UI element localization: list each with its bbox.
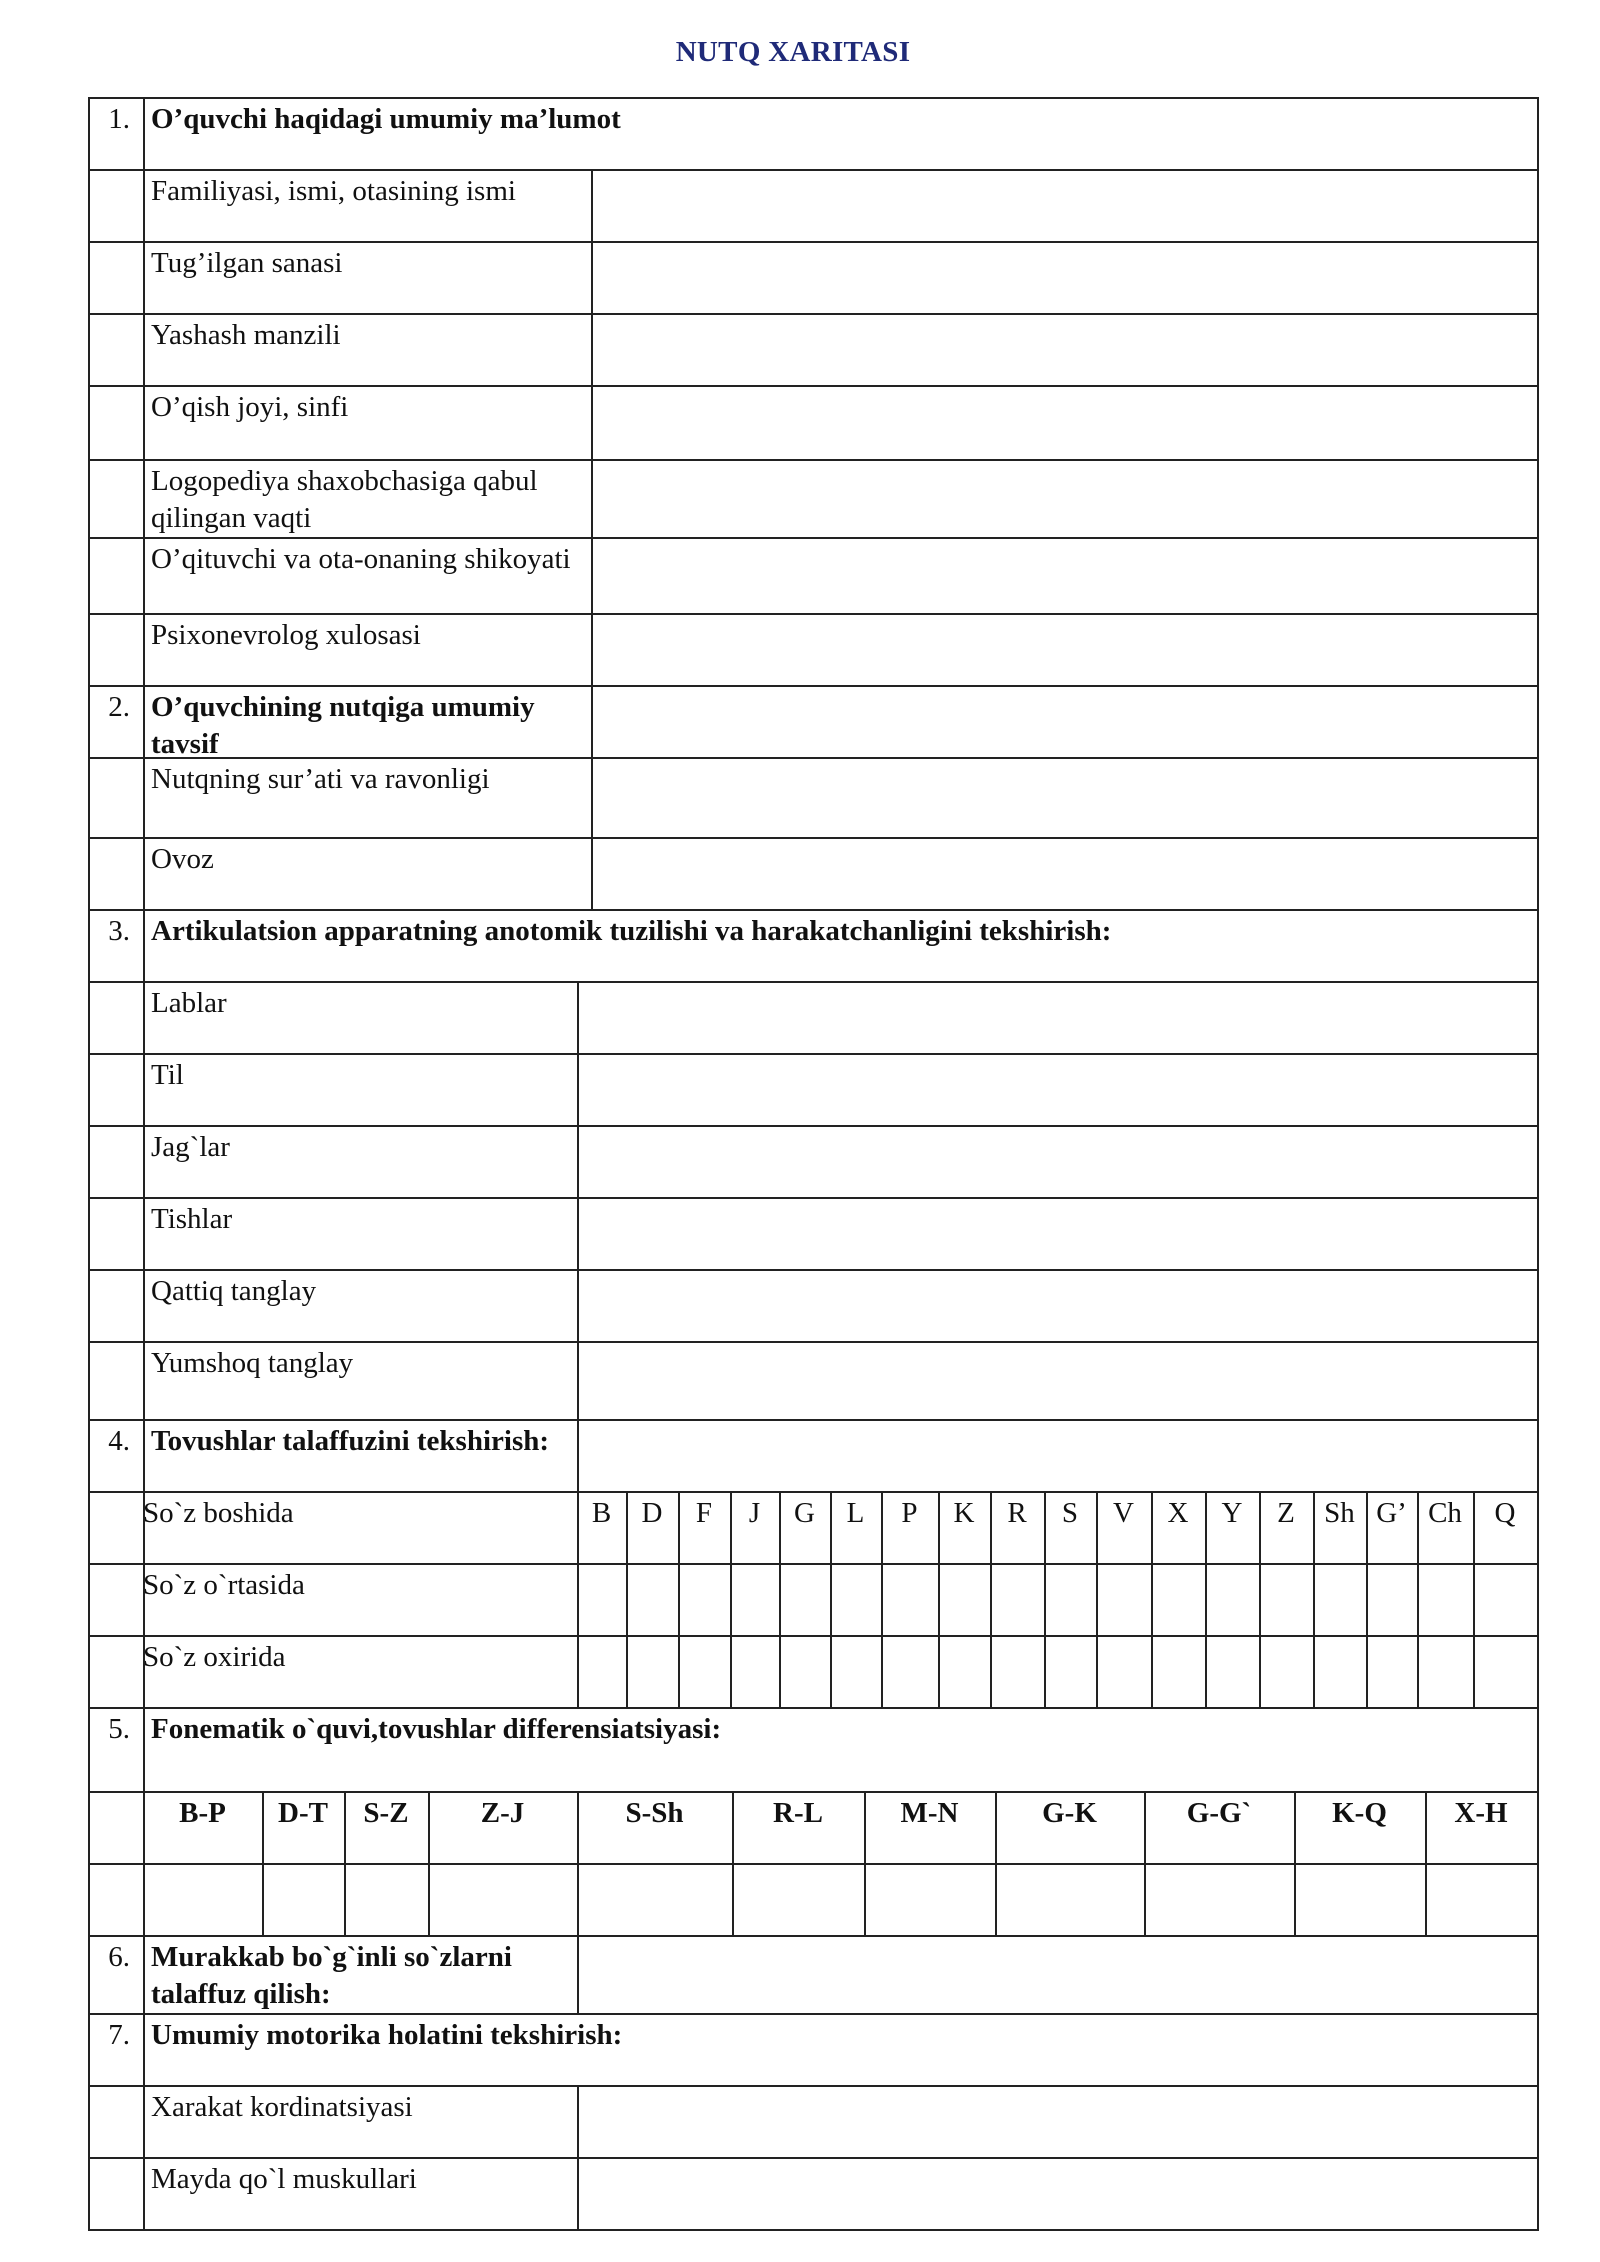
differentiation-header: S-Z: [363, 1797, 409, 1829]
field-label: Mayda qo`l muskullari: [151, 2163, 417, 2195]
differentiation-header: R-L: [773, 1797, 823, 1829]
field-label: Psixonevrolog xulosasi: [151, 619, 421, 651]
sound-header: G’: [1376, 1497, 1407, 1529]
field-label: Tug’ilgan sanasi: [151, 247, 343, 279]
sound-header: K: [953, 1497, 975, 1529]
field-label: Familiyasi, ismi, otasining ismi: [151, 175, 516, 207]
table-rule: [88, 2157, 1539, 2159]
table-rule: [1537, 1791, 1539, 1937]
section-number: 2.: [108, 691, 130, 723]
differentiation-header: S-Sh: [625, 1797, 684, 1829]
differentiation-header: G-K: [1042, 1797, 1097, 1829]
section-heading: Murakkab bo`g`inli so`zlarni talaffuz qilish:: [151, 1941, 512, 2010]
section-heading: Fonematik o`quvi,tovushlar differensiatsiyasi:: [151, 1713, 722, 1745]
table-rule: [88, 241, 1539, 243]
table-rule: [88, 1935, 1539, 1937]
table-rule: [88, 1269, 1539, 1271]
table-rule: [88, 97, 1539, 99]
differentiation-header: G-G`: [1186, 1797, 1252, 1829]
section-heading: Umumiy motorika holatini tekshirish:: [151, 2019, 623, 2051]
sound-position-label: So`z boshida: [143, 1497, 294, 1529]
sound-header: G: [794, 1497, 815, 1529]
sound-header: X: [1167, 1497, 1189, 1529]
page-title: NUTQ XARITASI: [675, 36, 911, 68]
table-rule: [88, 1491, 1539, 1493]
sound-header: B: [591, 1497, 612, 1529]
section-number: 5.: [108, 1713, 130, 1745]
field-label: Lablar: [151, 987, 227, 1019]
table-rule: [88, 1341, 1539, 1343]
section-number: 1.: [108, 103, 130, 135]
table-rule: [88, 1053, 1539, 1055]
field-label: Nutqning sur’ati va ravonligi: [151, 763, 490, 795]
sound-position-label: So`z o`rtasida: [143, 1569, 305, 1601]
sound-header: J: [748, 1497, 761, 1529]
table-rule: [88, 2013, 1539, 2015]
table-rule: [88, 685, 1539, 687]
field-label: Xarakat kordinatsiyasi: [151, 2091, 413, 2123]
table-rule: [591, 169, 593, 911]
sound-header: D: [641, 1497, 663, 1529]
table-rule: [88, 1125, 1539, 1127]
table-rule: [88, 1635, 1539, 1637]
section-heading: Artikulatsion apparatning anotomik tuzilishi va harakatchanligini tekshirish:: [151, 915, 1112, 947]
table-rule: [88, 2229, 1539, 2231]
sound-header: Sh: [1324, 1497, 1355, 1529]
section-heading: O’quvchining nutqiga umumiy tavsif: [151, 691, 535, 760]
section-number: 6.: [108, 1941, 130, 1973]
field-label: O’qish joyi, sinfi: [151, 391, 349, 423]
field-label: O’qituvchi va ota-onaning shikoyati: [151, 543, 571, 575]
field-label: Ovoz: [151, 843, 214, 875]
table-rule: [88, 909, 1539, 911]
sound-header: L: [846, 1497, 865, 1529]
differentiation-header: X-H: [1454, 1797, 1508, 1829]
sound-header: Q: [1494, 1497, 1516, 1529]
differentiation-header: M-N: [900, 1797, 959, 1829]
table-rule: [88, 169, 1539, 171]
table-rule: [577, 2085, 579, 2231]
differentiation-header: Z-J: [480, 1797, 525, 1829]
section-number: 7.: [108, 2019, 130, 2051]
table-rule: [88, 837, 1539, 839]
field-label: Tishlar: [151, 1203, 233, 1235]
table-rule: [88, 1707, 1539, 1709]
section-heading: O’quvchi haqidagi umumiy ma’lumot: [151, 103, 621, 135]
table-rule: [88, 981, 1539, 983]
table-rule: [88, 1791, 1539, 1793]
table-rule: [88, 1563, 1539, 1565]
table-rule: [88, 459, 1539, 461]
differentiation-header: B-P: [179, 1797, 226, 1829]
differentiation-header: K-Q: [1332, 1797, 1387, 1829]
field-label: Jag`lar: [151, 1131, 230, 1163]
section-number: 3.: [108, 915, 130, 947]
table-rule: [88, 385, 1539, 387]
sound-header: R: [1007, 1497, 1027, 1529]
field-label: Til: [151, 1059, 184, 1091]
sound-header: F: [695, 1497, 713, 1529]
sound-header: V: [1113, 1497, 1134, 1529]
table-rule: [88, 313, 1539, 315]
sound-header: Z: [1277, 1497, 1295, 1529]
sound-header: Ch: [1428, 1497, 1462, 1529]
table-rule: [88, 613, 1539, 615]
table-rule: [88, 1197, 1539, 1199]
differentiation-header: D-T: [278, 1797, 328, 1829]
sound-header: S: [1061, 1497, 1079, 1529]
sound-header: P: [901, 1497, 918, 1529]
field-label: Logopediya shaxobchasiga qabul qilingan vaqti: [151, 465, 538, 534]
table-rule: [88, 97, 90, 2231]
table-rule: [88, 1419, 1539, 1421]
field-label: Qattiq tanglay: [151, 1275, 317, 1307]
table-rule: [88, 537, 1539, 539]
table-rule: [1537, 1491, 1539, 1709]
section-heading: Tovushlar talaffuzini tekshirish:: [151, 1425, 550, 1457]
sound-position-label: So`z oxirida: [143, 1641, 286, 1673]
field-label: Yashash manzili: [151, 319, 341, 351]
table-rule: [88, 1863, 1539, 1865]
table-rule: [88, 2085, 1539, 2087]
sound-header: Y: [1221, 1497, 1243, 1529]
section-number: 4.: [108, 1425, 130, 1457]
field-label: Yumshoq tanglay: [151, 1347, 354, 1379]
